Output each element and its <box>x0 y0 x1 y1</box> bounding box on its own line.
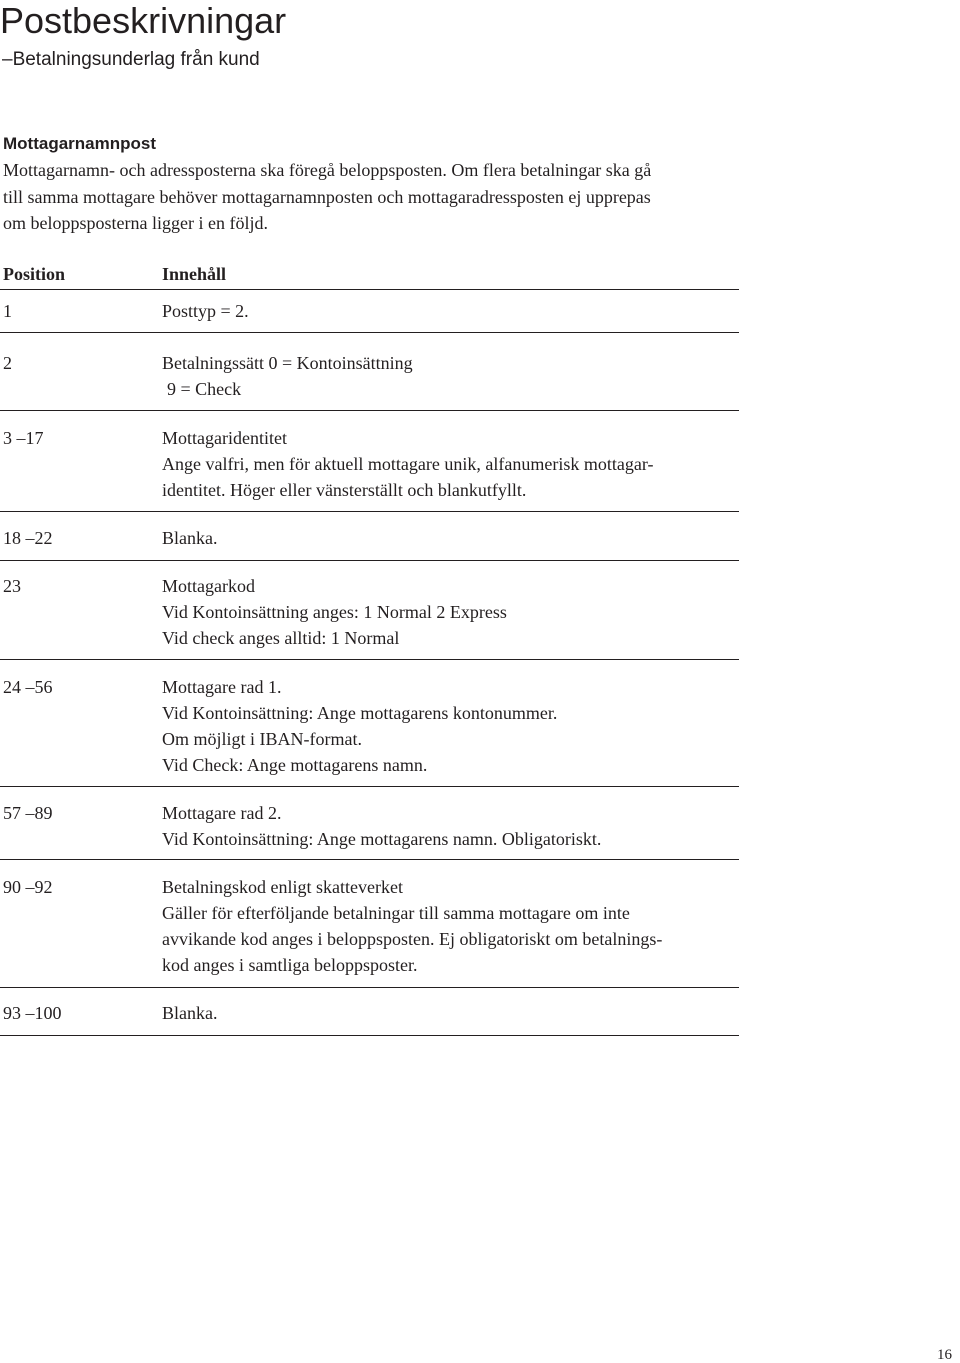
table-divider <box>0 560 739 561</box>
column-header-position: Position <box>3 264 66 284</box>
table-divider <box>0 410 739 411</box>
row-position: 90 –92 <box>3 877 53 897</box>
row-position: 1 <box>3 301 12 321</box>
row-position: 93 –100 <box>3 1003 62 1023</box>
row-line: Mottagarkod <box>162 576 255 596</box>
row-line: Betalningssätt 0 = Kontoinsättning <box>162 353 413 373</box>
row-position: 57 –89 <box>3 803 53 823</box>
table-divider <box>0 289 739 290</box>
row-line: Ange valfri, men för aktuell mottagare unik, alfanumerisk mottagar- <box>162 454 654 474</box>
row-position: 2 <box>3 353 12 373</box>
page-number: 16 <box>937 1347 952 1363</box>
table-divider <box>0 859 739 860</box>
intro-paragraph <box>3 157 763 237</box>
intro-line: om beloppsposterna ligger i en följd. <box>3 213 268 233</box>
row-content <box>162 298 742 324</box>
row-line: Mottagaridentitet <box>162 428 287 448</box>
row-line: Blanka. <box>162 1003 218 1023</box>
row-position: 23 <box>3 576 21 596</box>
row-content <box>162 1000 742 1026</box>
row-line: Vid Check: Ange mottagarens namn. <box>162 755 428 775</box>
row-position: 24 –56 <box>3 677 53 697</box>
row-line: 9 = Check <box>167 379 242 399</box>
row-line: Gäller för efterföljande betalningar till samma mottagare om inte <box>162 903 630 923</box>
row-line: identitet. Höger eller vänsterställt och blankutfyllt. <box>162 480 527 500</box>
row-line: Vid Kontoinsättning: Ange mottagarens namn. Obligatoriskt. <box>162 829 602 849</box>
page-title: Postbeskrivningar <box>0 0 287 41</box>
table-divider <box>0 987 739 988</box>
row-line: Mottagare rad 2. <box>162 803 282 823</box>
row-position: 3 –17 <box>3 428 44 448</box>
row-line: Om möjligt i IBAN-format. <box>162 729 362 749</box>
row-line: Posttyp = 2. <box>162 301 249 321</box>
row-line: Mottagare rad 1. <box>162 677 282 697</box>
table-divider <box>0 786 739 787</box>
table-divider <box>0 1035 739 1036</box>
row-position: 18 –22 <box>3 528 53 548</box>
row-content <box>162 525 742 551</box>
row-line: Betalningskod enligt skatteverket <box>162 877 403 897</box>
column-header-content: Innehåll <box>162 264 227 284</box>
table-divider <box>0 511 739 512</box>
intro-line: till samma mottagare behöver mottagarnamnposten och mottagaradressposten ej upprepas <box>3 186 651 207</box>
row-content <box>162 874 742 978</box>
row-content <box>162 425 742 503</box>
row-line: Vid Kontoinsättning anges: 1 Normal 2 Express <box>162 602 507 622</box>
row-content <box>162 350 742 402</box>
section-heading: Mottagarnamnpost <box>3 134 156 153</box>
row-content <box>162 800 742 852</box>
row-line: Blanka. <box>162 528 218 548</box>
row-line: Vid Kontoinsättning: Ange mottagarens kontonummer. <box>162 703 558 723</box>
row-line: kod anges i samtliga beloppsposter. <box>162 955 418 975</box>
table-divider <box>0 659 739 660</box>
row-content <box>162 573 742 651</box>
intro-line: Mottagarnamn- och adressposterna ska föregå beloppsposten. Om flera betalningar ska gå <box>3 160 652 180</box>
row-content <box>162 674 742 778</box>
page-subtitle: –Betalningsunderlag från kund <box>2 49 260 70</box>
row-line: Vid check anges alltid: 1 Normal <box>162 628 400 648</box>
row-line: avvikande kod anges i beloppsposten. Ej obligatoriskt om betalnings- <box>162 929 663 949</box>
table-divider <box>0 332 739 333</box>
